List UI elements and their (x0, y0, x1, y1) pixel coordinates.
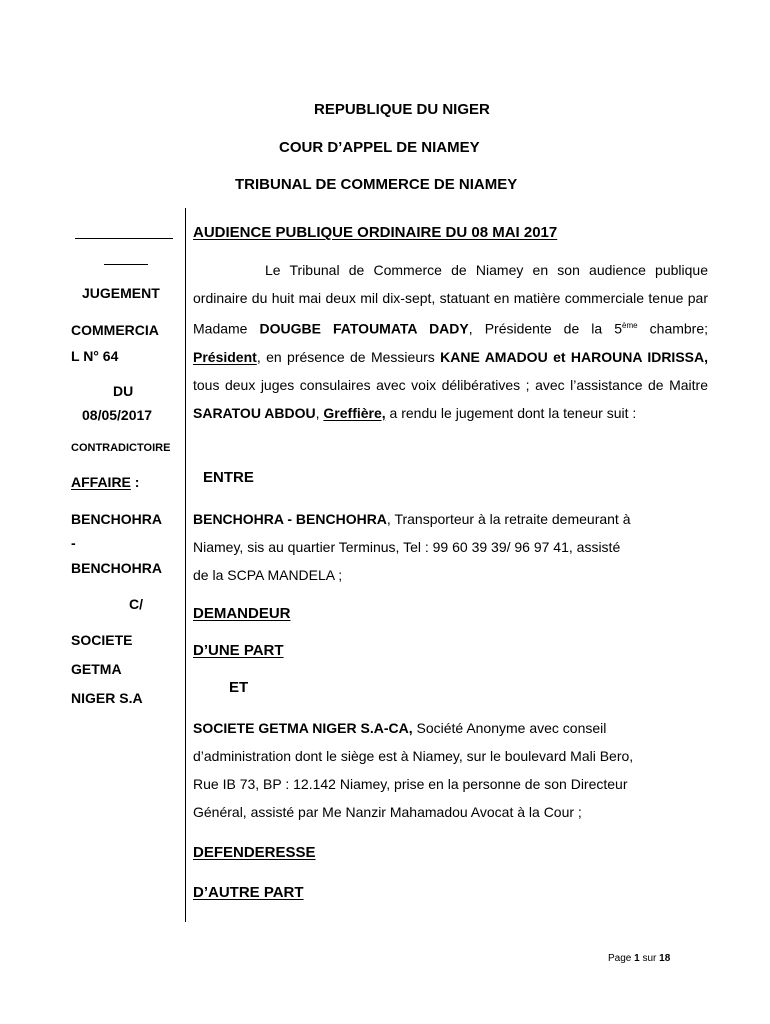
left-du: DU (113, 383, 134, 399)
intro-sup: ème (622, 321, 638, 330)
defendant-line-1 (193, 714, 713, 742)
plaintiff-line-1 (193, 505, 713, 533)
left-party1-b: BENCHOHRA (71, 560, 162, 576)
defenderesse-label: DEFENDERESSE (193, 844, 316, 861)
entre-label: ENTRE (203, 469, 254, 486)
affaire-colon: : (130, 474, 140, 490)
judges-names: KANE AMADOU et HAROUNA IDRISSA, (440, 348, 708, 365)
intro-text-3: chambre; (637, 320, 709, 337)
left-party2-a: SOCIETE (71, 632, 133, 648)
left-party1-dash: - (71, 535, 76, 551)
demandeur-label: DEMANDEUR (193, 605, 291, 622)
plaintiff-name: BENCHOHRA - BENCHOHRA (193, 511, 387, 527)
defendant-paragraph (193, 714, 713, 826)
president-name: DOUGBE FATOUMATA DADY (259, 320, 469, 337)
column-divider (185, 208, 186, 922)
intro-paragraph (193, 256, 708, 427)
left-rule-long (75, 238, 173, 239)
left-party1-a: BENCHOHRA (71, 511, 162, 527)
clerk-name: SARATOU ABDOU (193, 404, 316, 421)
page-sur: sur (639, 953, 660, 964)
intro-text-2: , Présidente de la 5 (468, 320, 623, 337)
autre-part-label: D’AUTRE PART (193, 884, 304, 901)
plaintiff-line-3: de la SCPA MANDELA ; (193, 567, 343, 583)
page-label: Page (608, 953, 635, 964)
left-commercial-1: COMMERCIA (71, 322, 159, 338)
intro-text-7: a rendu le jugement dont la teneur suit : (385, 404, 637, 421)
left-commercial-2: L N° 64 (71, 348, 119, 364)
une-part-label: D’UNE PART (193, 642, 284, 659)
left-versus: C/ (129, 596, 143, 612)
intro-text-1: Le Tribunal de Commerce de Niamey en son audience publique ordinaire du huit mai deux mil dix-sept, statuant en matière commerciale tenue par Madame (193, 262, 708, 337)
page-number (608, 953, 670, 964)
clerk-role: Greffière, (323, 404, 386, 421)
defendant-name: SOCIETE GETMA NIGER S.A-CA, (193, 720, 413, 736)
left-party2-b: GETMA (71, 661, 122, 677)
left-affaire-label (71, 474, 139, 490)
affaire-word: AFFAIRE (71, 474, 131, 490)
audience-title: AUDIENCE PUBLIQUE ORDINAIRE DU 08 MAI 2017 (193, 224, 558, 241)
intro-text-6: , (315, 404, 324, 421)
header-republique: REPUBLIQUE DU NIGER (314, 101, 490, 118)
defendant-text-1: Société Anonyme avec conseil (412, 720, 607, 736)
plaintiff-line-2: Niamey, sis au quartier Terminus, Tel : 99 60 39 39/ 96 97 41, assisté (193, 539, 621, 555)
defendant-line-3: Rue IB 73, BP : 12.142 Niamey, prise en la personne de son Directeur (193, 776, 628, 792)
left-jugement: JUGEMENT (82, 285, 160, 301)
president-role: Président (193, 348, 257, 365)
et-label: ET (229, 679, 249, 696)
header-tribunal: TRIBUNAL DE COMMERCE DE NIAMEY (235, 176, 518, 193)
left-rule-short (104, 264, 148, 265)
left-party2-c: NIGER S.A (71, 690, 143, 706)
plaintiff-text-1: , Transporteur à la retraite demeurant à (386, 511, 631, 527)
page-current: 1 (634, 953, 640, 964)
left-contradictoire: CONTRADICTOIRE (71, 442, 171, 454)
defendant-line-2: d’administration dont le siège est à Niamey, sur le boulevard Mali Bero, (193, 748, 634, 764)
defendant-line-4: Général, assisté par Me Nanzir Mahamadou Avocat à la Cour ; (193, 804, 582, 820)
intro-text-5: tous deux juges consulaires avec voix délibératives ; avec l’assistance de Maitre (193, 376, 708, 393)
plaintiff-paragraph (193, 505, 713, 589)
intro-text-4: , en présence de Messieurs (256, 348, 441, 365)
page-total: 18 (659, 953, 671, 964)
header-cour-appel: COUR D’APPEL DE NIAMEY (279, 139, 480, 156)
left-date: 08/05/2017 (82, 407, 153, 423)
